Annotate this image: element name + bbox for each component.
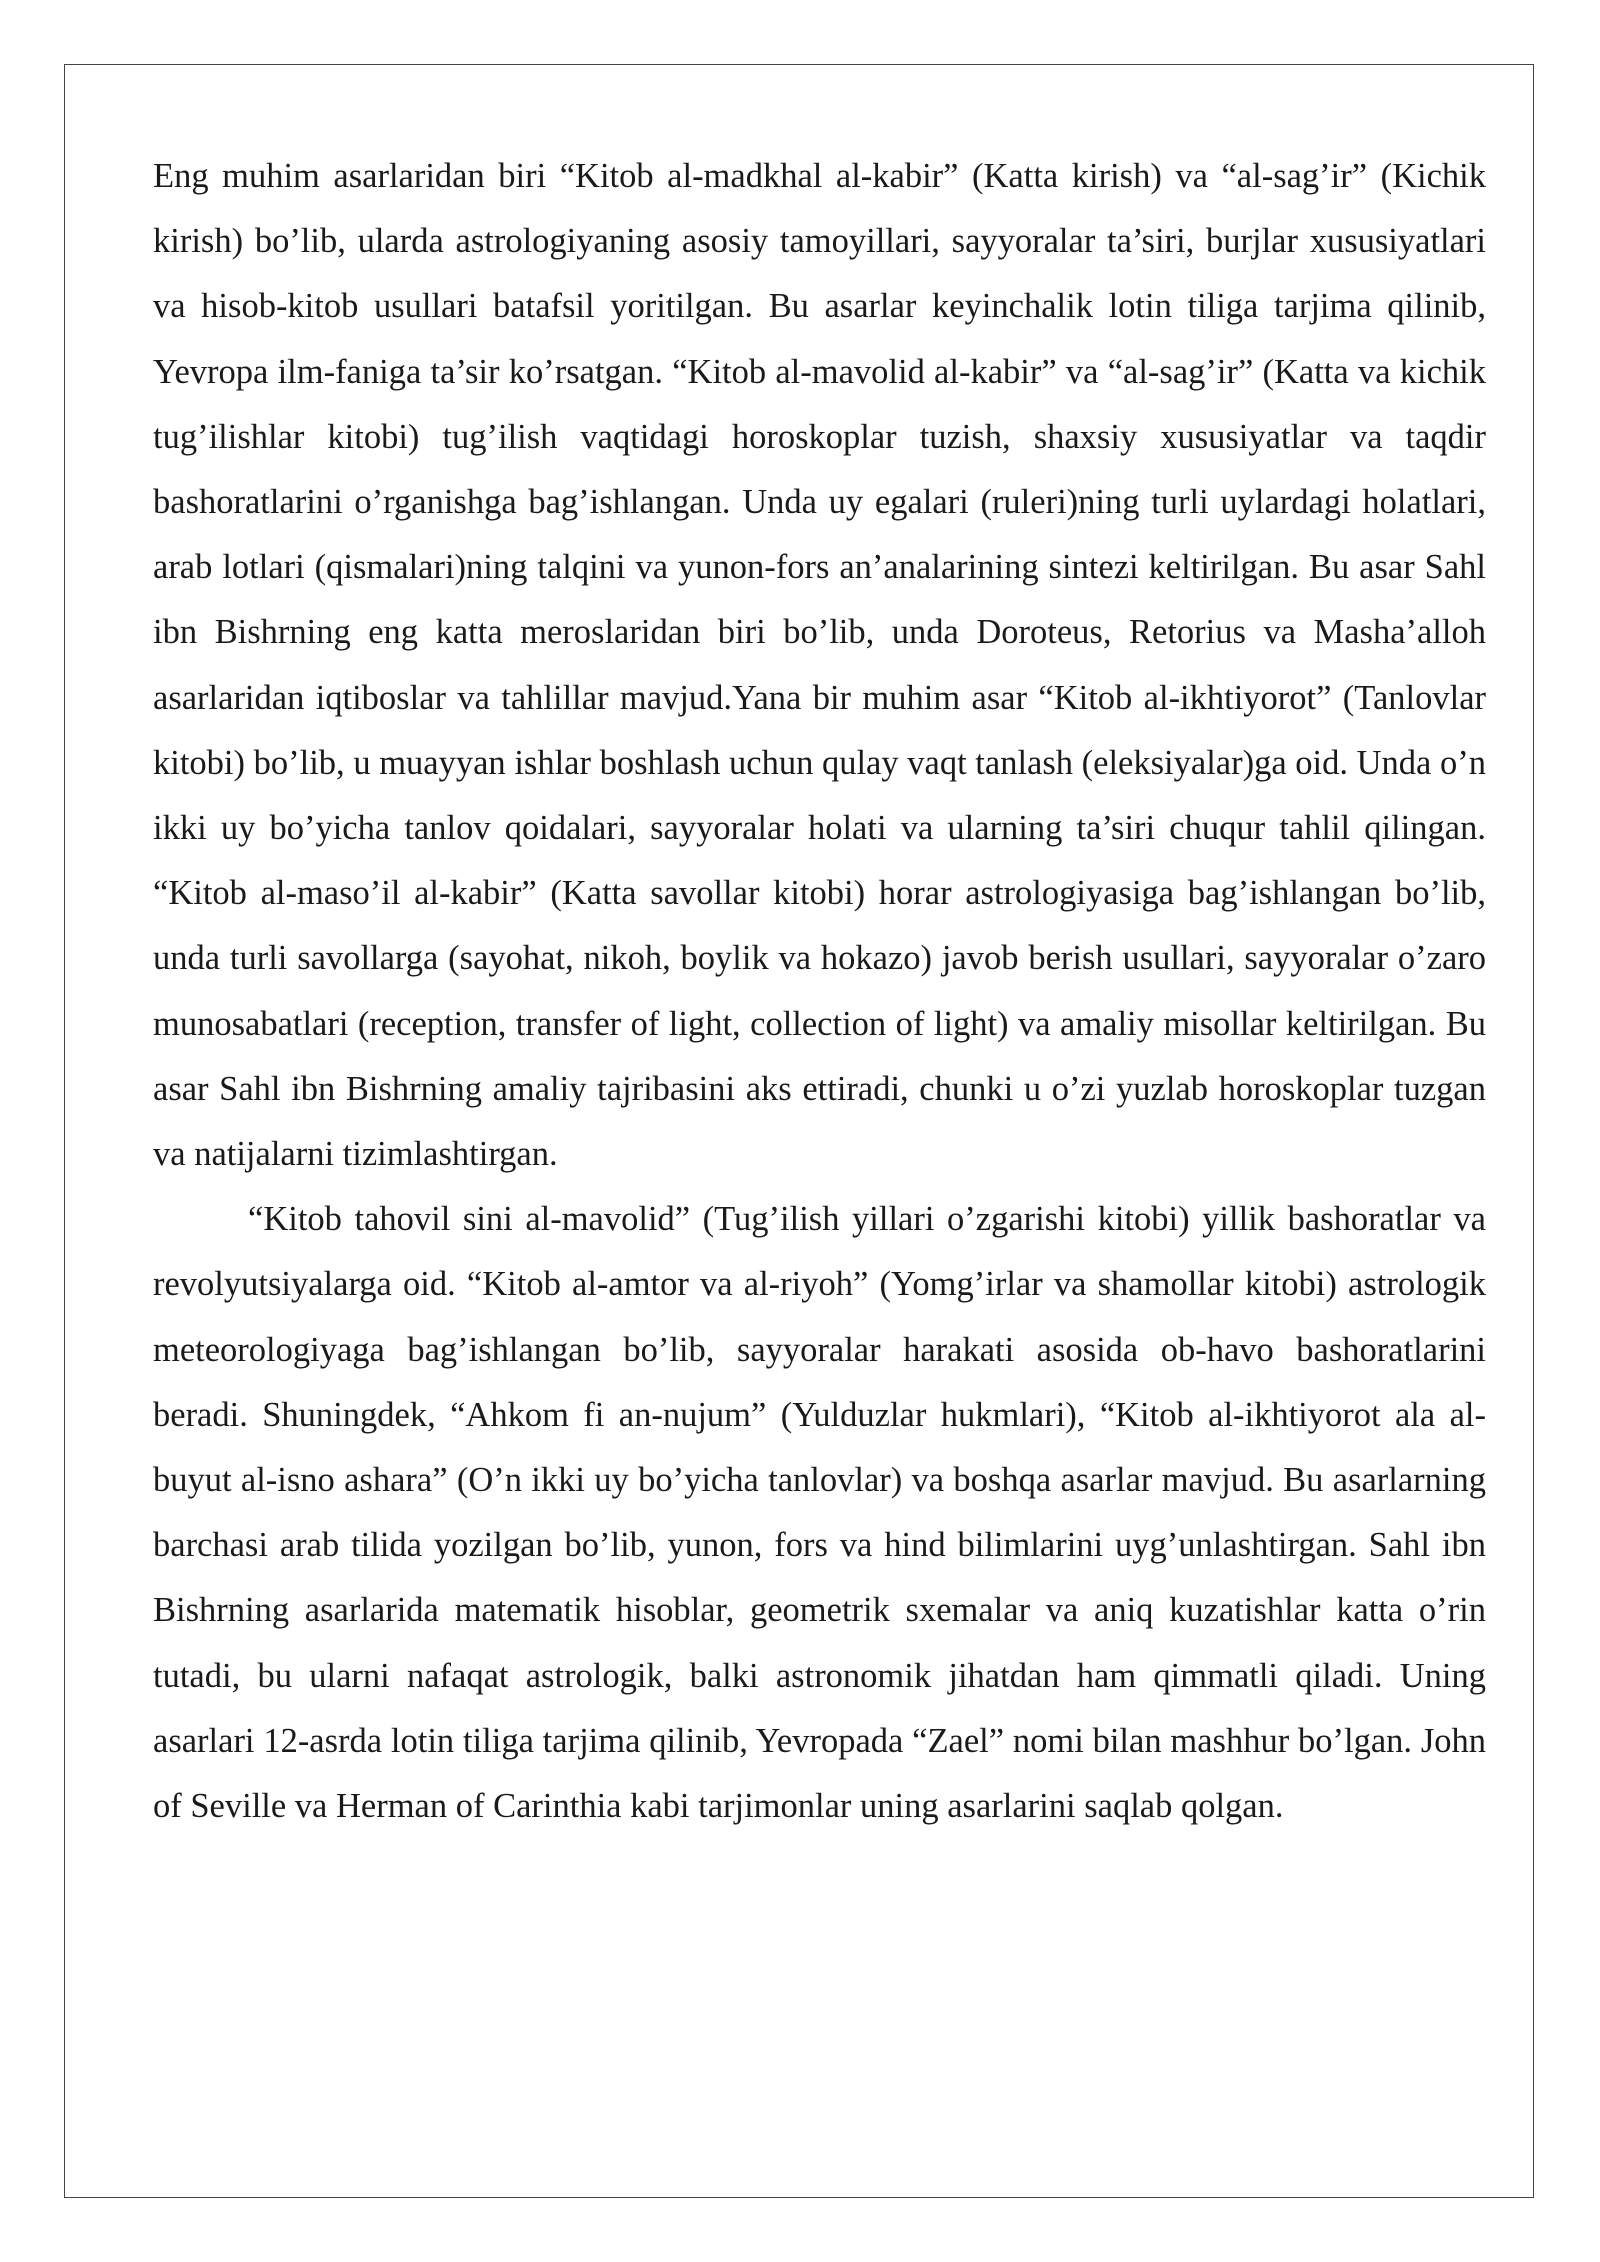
document-body bbox=[153, 144, 1486, 1839]
paragraph-2: “Kitob tahovil sini al-mavolid” (Tug’ilish yillari o’zgarishi kitobi) yillik bashoratlar va revolyutsiyalarga oid. “Kitob al-amtor va al-riyoh” (Yomg’irlar va shamollar kitobi) astrologik meteorologiyaga bag’ishlangan bo’lib, sayyoralar harakati asosida ob-havo bashoratlarini beradi. Shuningdek, “Ahkom fi an-nujum” (Yulduzlar hukmlari), “Kitob al-ikhtiyorot ala al-buyut al-isno ashara” (O’n ikki uy bo’yicha tanlovlar) va boshqa asarlar mavjud. Bu asarlarning barchasi arab tilida yozilgan bo’lib, yunon, fors va hind bilimlarini uyg’unlashtirgan. Sahl ibn Bishrning asarlarida matematik hisoblar, geometrik sxemalar va aniq kuzatishlar katta o’rin tutadi, bu ularni nafaqat astrologik, balki astronomik jihatdan ham qimmatli qiladi. Uning asarlari 12-asrda lotin tiliga tarjima qilinib, Yevropada “Zael” nomi bilan mashhur bo’lgan. John of Seville va Herman of Carinthia kabi tarjimonlar uning asarlarini saqlab qolgan. bbox=[153, 1200, 1486, 1826]
paragraph-1: Eng muhim asarlaridan biri “Kitob al-madkhal al-kabir” (Katta kirish) va “al-sag’ir” (Kichik kirish) bo’lib, ularda astrologiyaning asosiy tamoyillari, sayyoralar ta’siri, burjlar xususiyatlari va hisob-kitob usullari batafsil yoritilgan. Bu asarlar keyinchalik lotin tiliga tarjima qilinib, Yevropa ilm-faniga ta’sir ko’rsatgan. “Kitob al-mavolid al-kabir” va “al-sag’ir” (Katta va kichik tug’ilishlar kitobi) tug’ilish vaqtidagi horoskoplar tuzish, shaxsiy xususiyatlar va taqdir bashoratlarini o’rganishga bag’ishlangan. Unda uy egalari (ruleri)ning turli uylardagi holatlari, arab lotlari (qismalari)ning talqini va yunon-fors an’analarining sintezi keltirilgan. Bu asar Sahl ibn Bishrning eng katta meroslaridan biri bo’lib, unda Doroteus, Retorius va Masha’alloh asarlaridan iqtiboslar va tahlillar mavjud.Yana bir muhim asar “Kitob al-ikhtiyorot” (Tanlovlar kitobi) bo’lib, u muayyan ishlar boshlash uchun qulay vaqt tanlash (eleksiyalar)ga oid. Unda o’n ikki uy bo’yicha tanlov qoidalari, sayyoralar holati va ularning ta’siri chuqur tahlil qilingan. “Kitob al-maso’il al-kabir” (Katta savollar kitobi) horar astrologiyasiga bag’ishlangan bo’lib, unda turli savollarga (sayohat, nikoh, boylik va hokazo) javob berish usullari, sayyoralar o’zaro munosabatlari (reception, transfer of light, collection of light) va amaliy misollar keltirilgan. Bu asar Sahl ibn Bishrning amaliy tajribasini aks ettiradi, chunki u o’zi yuzlab horoskoplar tuzgan va natijalarni tizimlashtirgan. bbox=[153, 157, 1486, 1174]
